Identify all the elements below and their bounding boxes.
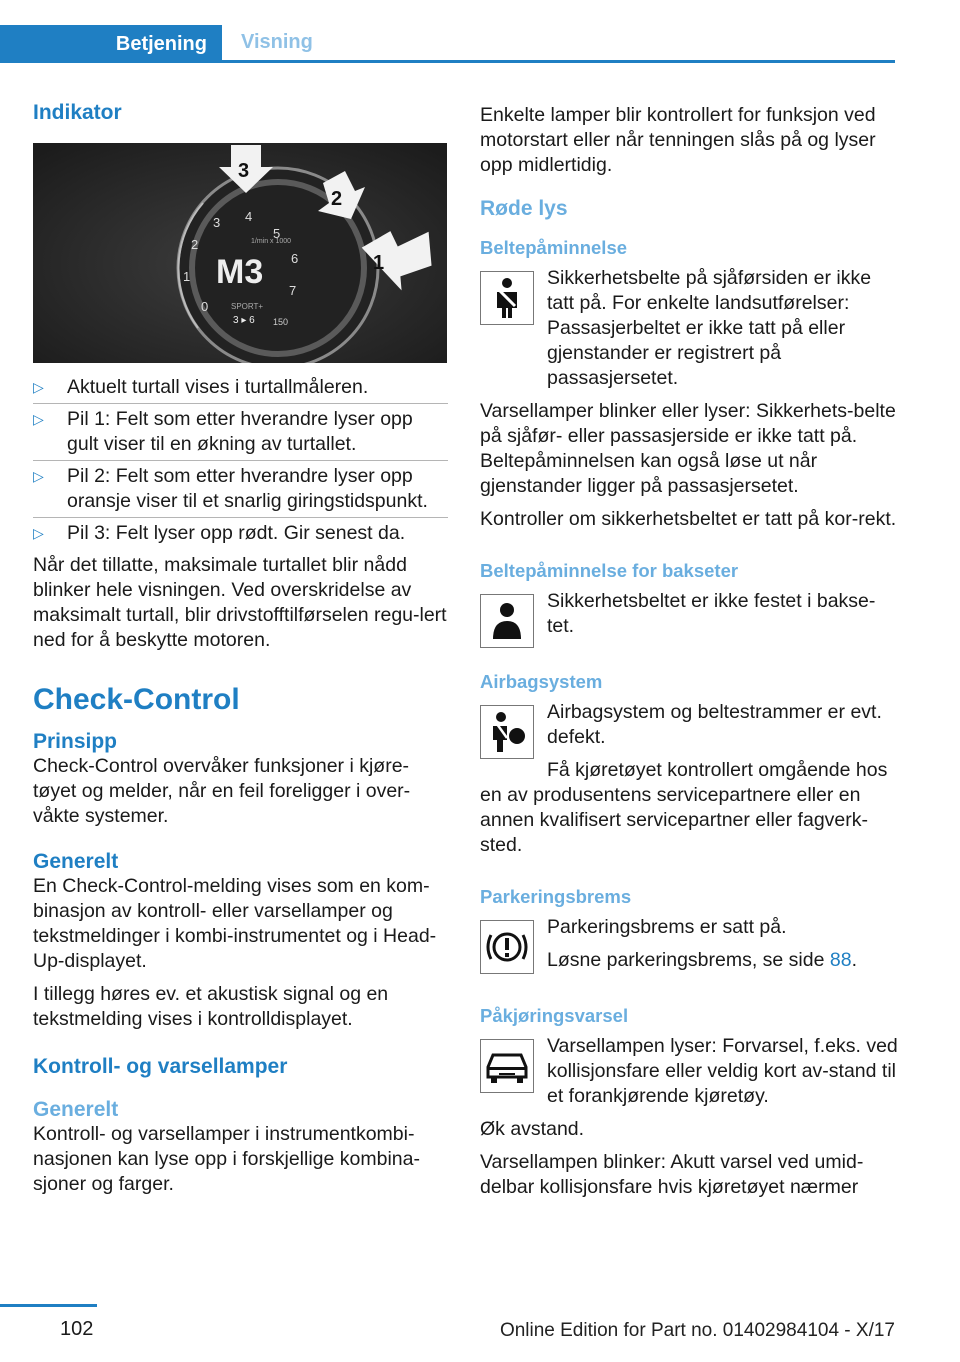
gauge-mode: SPORT+ <box>231 302 264 311</box>
item-bakseter <box>480 589 898 651</box>
para-generelt-2: I tillegg høres ev. et akustisk signal og en tekstmelding vises i kontrolldisplayet. <box>33 983 389 1030</box>
text-parkeringsbrems: Parkeringsbrems er satt på. <box>547 916 787 938</box>
rev-counter-image <box>33 143 447 363</box>
heading-parkeringsbrems: Parkeringsbrems <box>480 886 632 907</box>
tab-bar <box>0 25 895 63</box>
gauge-gear-small: 3 ▸ 6 <box>233 315 255 326</box>
gauge-tick: 2 <box>191 237 199 252</box>
heading-prinsipp: Prinsipp <box>33 730 118 753</box>
gauge-speed: 150 <box>273 317 289 327</box>
tab-visning[interactable]: Visning <box>241 31 313 53</box>
page-link-88[interactable]: 88 <box>829 949 852 971</box>
heading-beltepaminnelse: Beltepåminnelse <box>480 237 628 258</box>
item-beltepaminnelse <box>480 266 898 391</box>
para-generelt-1: En Check-Control-melding vises som en kom-binasjon av kontroll- eller varsellamper og tekstmeldinger i kombi-instrumentet og i Head-Up-displayet. <box>33 875 437 972</box>
heading-check-control: Check-Control <box>33 683 240 716</box>
gauge-tick: 6 <box>291 251 299 266</box>
gauge-tick: 7 <box>289 283 297 298</box>
gauge-tick: 5 <box>273 226 281 241</box>
text-parkeringsbrems-2: Løsne parkeringsbrems, se side 88. <box>547 949 857 971</box>
item-parkeringsbrems <box>480 915 898 977</box>
bullet-item: ▷ Pil 1: Felt som etter hverandre lyser opp gult viser til en økning av turtallet. <box>33 407 448 457</box>
heading-generelt-2: Generelt <box>33 1098 119 1121</box>
heading-indikator: Indikator <box>33 101 122 124</box>
text-beltepaminnelse-3: Kontroller om sikkerhetsbeltet er tatt på kor-rekt. <box>480 508 897 530</box>
heading-bakseter: Beltepåminnelse for bakseter <box>480 560 739 581</box>
collision-warning-car-icon <box>480 1039 534 1093</box>
para-prinsipp: Check-Control overvåker funksjoner i kjøre-tøyet og melder, når en feil foreligger i over-våkte systemer. <box>33 755 411 827</box>
text-beltepaminnelse: Sikkerhetsbelte på sjåførsiden er ikke tatt på. For enkelte landsutførelser: Passasjerbeltet er ikke tatt på eller gjenstander er registrert på passasjersetet. <box>547 267 872 389</box>
left-column <box>33 100 448 1205</box>
gauge-tick: 3 <box>213 215 221 230</box>
text-pakjoringsvarsel: Varsellampen lyser: Forvarsel, f.eks. ved kollisjonsfare eller veldig kort av-stand til et forankjørende kjøretøy. <box>547 1035 898 1107</box>
text-bakseter: Sikkerhetsbeltet er ikke festet i bakse-tet. <box>547 590 876 637</box>
tab-betjening[interactable]: Betjening <box>0 25 222 63</box>
gauge-unit: 1/min x 1000 <box>251 238 292 245</box>
tab-underline <box>0 60 895 63</box>
text-beltepaminnelse-2: Varsellamper blinker eller lyser: Sikkerhets-belte på sjåfør- eller passasjerside er ikke tatt på. Beltepåminnelsen kan også løse ut når gjenstander ligger på passasjersetet. <box>480 400 896 497</box>
gauge-gear: M3 <box>216 253 264 291</box>
bullet-item: ▷ Aktuelt turtall vises i turtallmåleren. <box>33 375 448 400</box>
heading-pakjoringsvarsel: Påkjøringsvarsel <box>480 1005 629 1026</box>
right-column <box>480 103 898 1208</box>
heading-rode-lys: Røde lys <box>480 197 568 220</box>
bullet-item: ▷ Pil 2: Felt som etter hverandre lyser opp oransje viser til et snarlig giringstidspunkt. <box>33 464 448 514</box>
bullet-list <box>33 375 448 546</box>
edition-text: Online Edition for Part no. 01402984104 - X/17 <box>499 1320 895 1341</box>
item-airbagsystem <box>480 700 898 750</box>
page-number: 102 <box>60 1318 94 1340</box>
seatbelt-icon <box>480 271 534 325</box>
item-pakjoringsvarsel <box>480 1034 898 1109</box>
heading-kontroll-varsellamper: Kontroll- og varsellamper <box>33 1055 288 1078</box>
para-max-rpm: Når det tillatte, maksimale turtallet blir nådd blinker hele visningen. Ved overskridelse av maksimalt turtall, blir drivstofftilførselen regu-lert ned for å beskytte motoren. <box>33 554 447 651</box>
airbag-icon <box>480 705 534 759</box>
para-kontroll: Kontroll- og varsellamper i instrumentkombi-nasjonen kan lyse opp i forskjellige kombina-sjoner og farger. <box>33 1123 420 1195</box>
heading-generelt: Generelt <box>33 850 119 873</box>
heading-airbagsystem: Airbagsystem <box>480 671 603 692</box>
gauge-tick: 1 <box>183 269 191 284</box>
text-pakjoringsvarsel-3: Varsellampen blinker: Akutt varsel ved umid-delbar kollisjonsfare hvis kjøretøyet nærmer <box>480 1151 864 1198</box>
rear-seat-occupant-icon <box>480 594 534 648</box>
footer-line <box>0 1304 97 1307</box>
gauge-tick: 0 <box>201 299 209 314</box>
parking-brake-icon <box>480 920 534 974</box>
gauge-tick: 4 <box>245 209 253 224</box>
text-airbagsystem: Airbagsystem og beltestrammer er evt. defekt. <box>547 701 882 748</box>
bullet-item: ▷ Pil 3: Felt lyser opp rødt. Gir senest da. <box>33 521 448 546</box>
para-intro: Enkelte lamper blir kontrollert for funksjon ved motorstart eller når tenningen slås på og lyser opp midlertidig. <box>480 104 876 176</box>
arrow-label-1: 1 <box>373 252 385 274</box>
arrow-label-2: 2 <box>331 188 343 210</box>
arrow-label-3: 3 <box>238 160 250 182</box>
text-airbagsystem-2: Få kjøretøyet kontrollert omgående hos en av produsentens servicepartnere eller en annen kvalifisert servicepartner eller fagverk-sted. <box>480 759 888 856</box>
text-pakjoringsvarsel-2: Øk avstand. <box>480 1118 585 1140</box>
